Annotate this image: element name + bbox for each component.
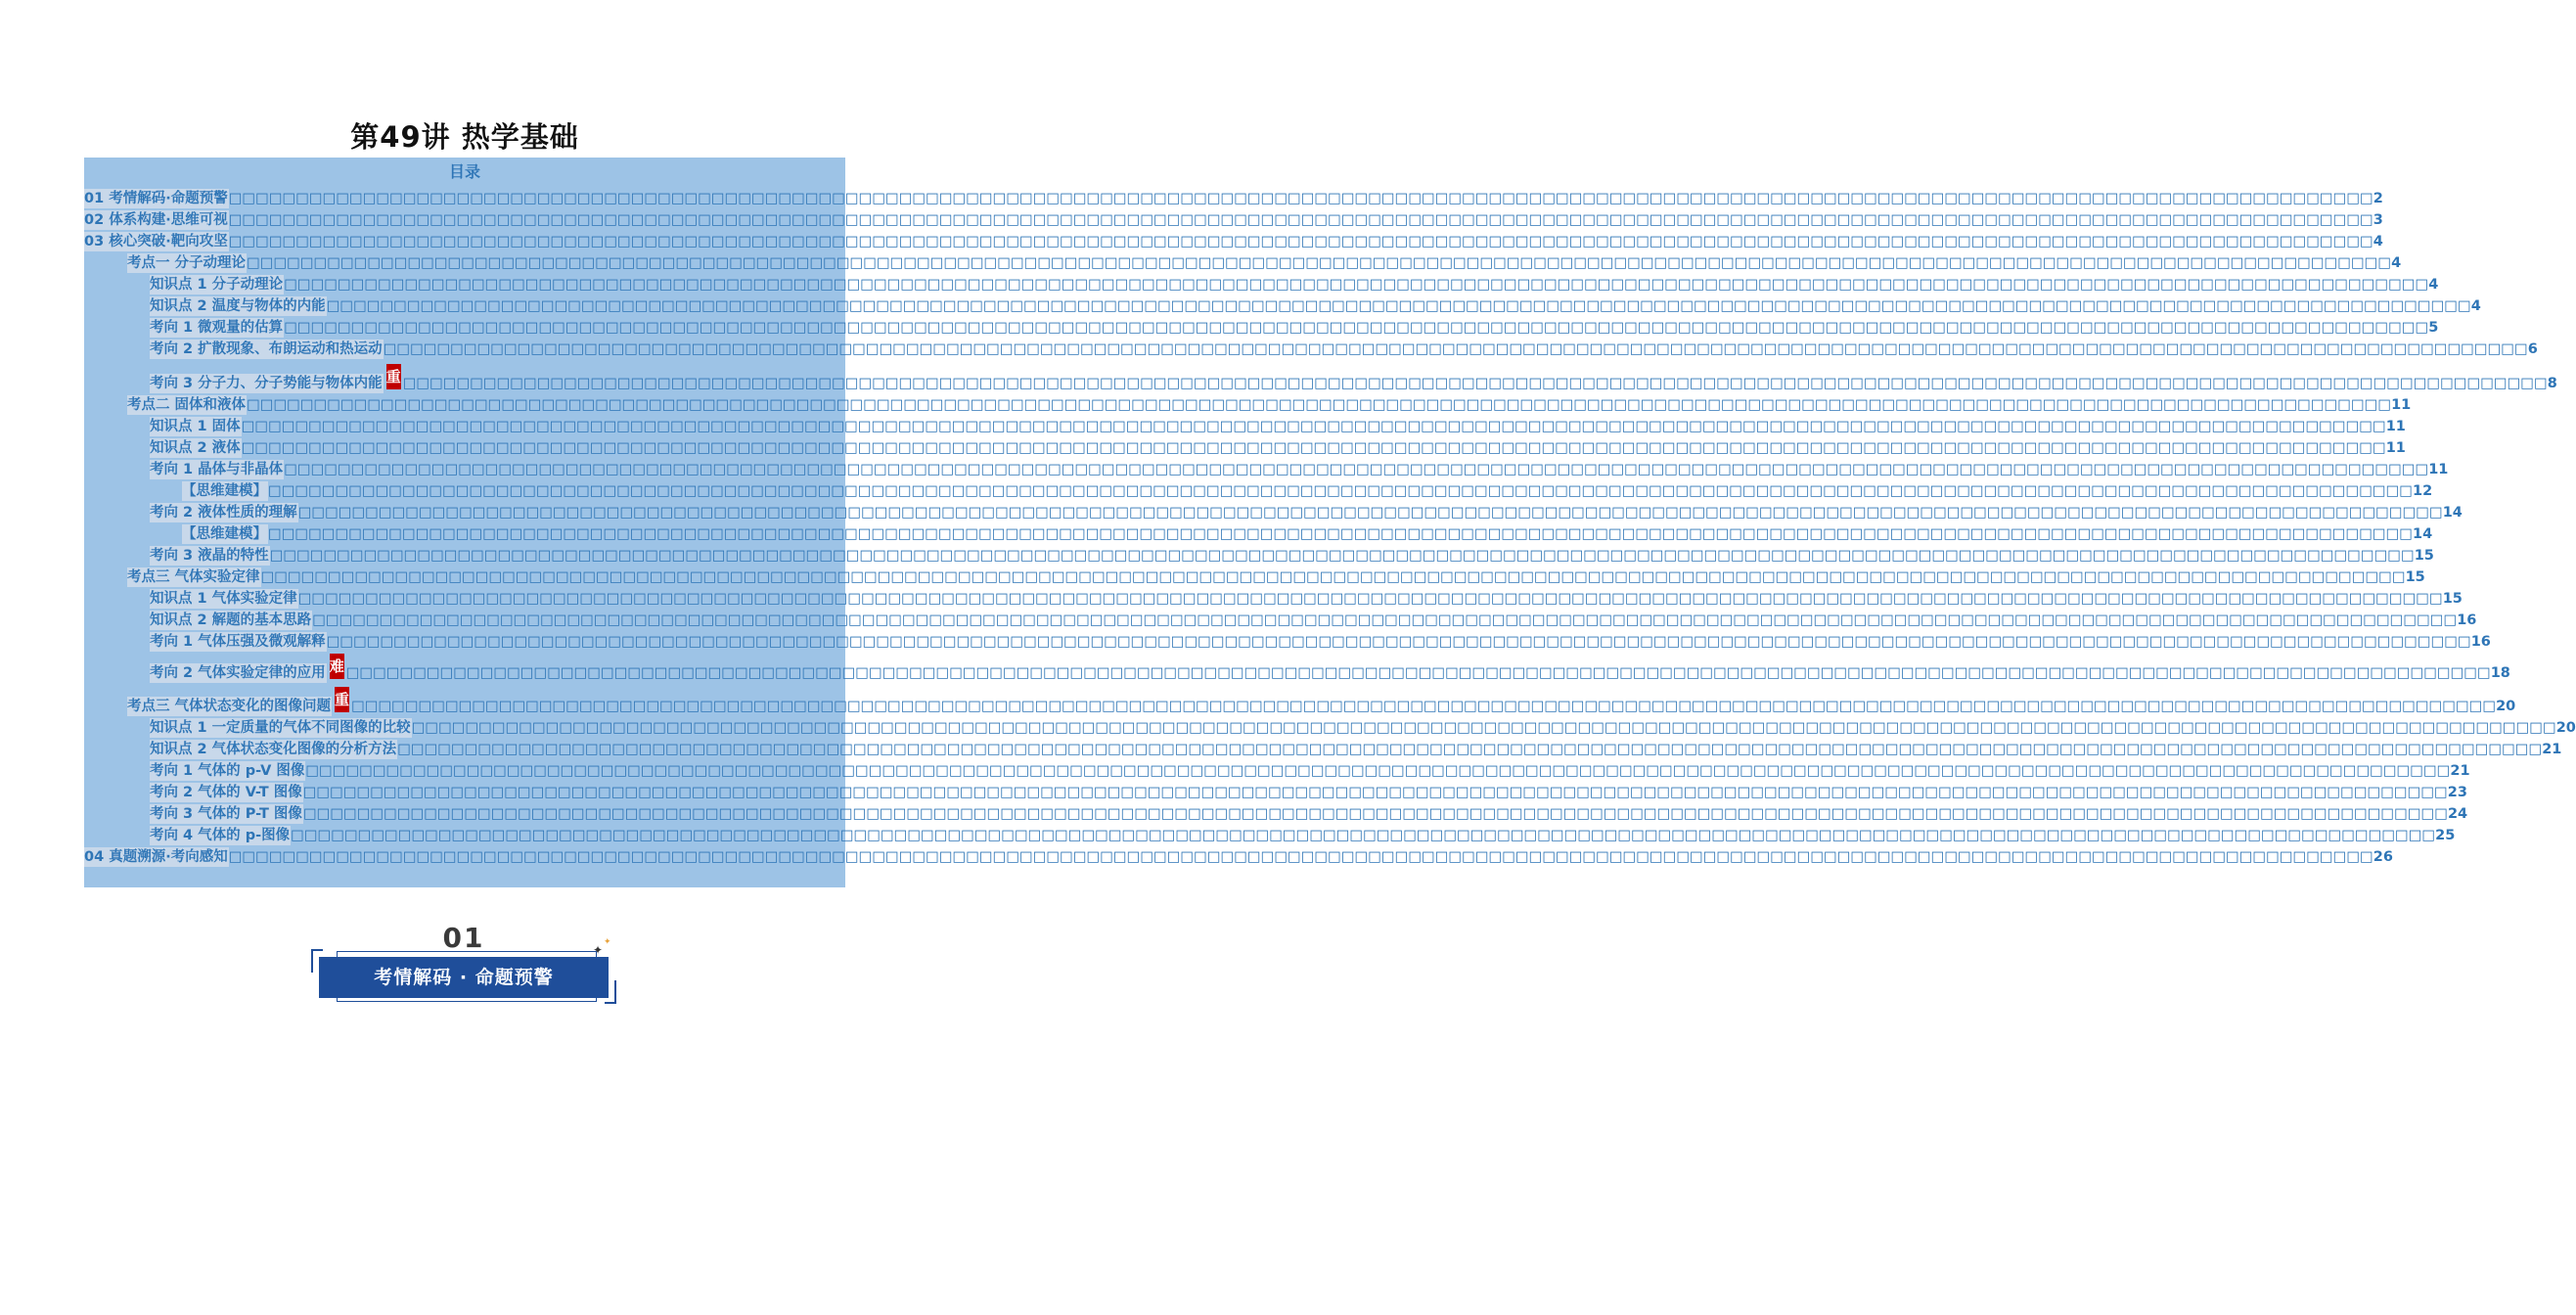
toc-entry-leader: □□□□□□□□□□□□□□□□□□□□□□□□□□□□□□□□□□□□□□□□□□□□□□□□□□□□□□□□□□□□□□□□□□□□□□□□□□□□□□□□□□□□□□□□□□□□□□□□□□□□□□□□□□□□□□□□□□□□□□□□□□□□□□□□□□□□□□□□□□□□□□□□□□□□□□□□□□□□□□□□ <box>269 548 2415 564</box>
toc-entry[interactable] <box>84 522 2433 544</box>
sparkle-small-icon: ✦ <box>604 937 611 947</box>
toc-entry-label: 考向 2 液体性质的理解 <box>150 505 297 521</box>
toc-entry[interactable] <box>84 368 2557 393</box>
toc-entry-page: 20 <box>2555 720 2576 736</box>
toc-entry-label: 03 核心突破·靶向攻坚 <box>84 234 228 249</box>
toc-entry-label: 知识点 1 分子动理论 <box>150 277 284 293</box>
toc-entry-page: 16 <box>2457 612 2477 628</box>
toc-entry-leader: □□□□□□□□□□□□□□□□□□□□□□□□□□□□□□□□□□□□□□□□□□□□□□□□□□□□□□□□□□□□□□□□□□□□□□□□□□□□□□□□□□□□□□□□□□□□□□□□□□□□□□□□□□□□□□□□□□□□□□□□□□□□□□□□□□□□□□□□□□□□□□□□□□□□□□□□□□□□□□□□ <box>228 212 2373 228</box>
toc-entry[interactable] <box>84 716 2576 738</box>
toc-entry-leader: □□□□□□□□□□□□□□□□□□□□□□□□□□□□□□□□□□□□□□□□□□□□□□□□□□□□□□□□□□□□□□□□□□□□□□□□□□□□□□□□□□□□□□□□□□□□□□□□□□□□□□□□□□□□□□□□□□□□□□□□□□□□□□□□□□□□□□□□□□□□□□□□□□□□□□□□□□□□□□□□ <box>284 320 2429 336</box>
toc-entry[interactable] <box>84 544 2434 566</box>
toc-entry-label: 考向 2 气体实验定律的应用 <box>150 665 326 681</box>
toc-entry[interactable] <box>84 295 2481 316</box>
toc-entry-label: 04 真题溯源·考向感知 <box>84 849 228 865</box>
toc-entry-page: 2 <box>2373 191 2383 206</box>
toc-entry[interactable] <box>84 781 2467 802</box>
toc-entry-leader: □□□□□□□□□□□□□□□□□□□□□□□□□□□□□□□□□□□□□□□□□□□□□□□□□□□□□□□□□□□□□□□□□□□□□□□□□□□□□□□□□□□□□□□□□□□□□□□□□□□□□□□□□□□□□□□□□□□□□□□□□□□□□□□□□□□□□□□□□□□□□□□□□□□□□□□□□□□□□□□□ <box>268 526 2413 542</box>
toc-entry-label: 01 考情解码·命题预警 <box>84 191 228 206</box>
toc-entry-label: 考向 3 分子力、分子势能与物体内能 <box>150 376 383 391</box>
toc-entry-page: 11 <box>2428 462 2449 477</box>
toc-entry-leader: □□□□□□□□□□□□□□□□□□□□□□□□□□□□□□□□□□□□□□□□□□□□□□□□□□□□□□□□□□□□□□□□□□□□□□□□□□□□□□□□□□□□□□□□□□□□□□□□□□□□□□□□□□□□□□□□□□□□□□□□□□□□□□□□□□□□□□□□□□□□□□□□□□□□□□□□□□□□□□□□ <box>345 665 2491 681</box>
toc-entry-leader: □□□□□□□□□□□□□□□□□□□□□□□□□□□□□□□□□□□□□□□□□□□□□□□□□□□□□□□□□□□□□□□□□□□□□□□□□□□□□□□□□□□□□□□□□□□□□□□□□□□□□□□□□□□□□□□□□□□□□□□□□□□□□□□□□□□□□□□□□□□□□□□□□□□□□□□□□□□□□□□□ <box>305 763 2451 779</box>
toc-entry-label: 考向 2 气体的 V-T 图像 <box>150 785 302 800</box>
toc-entry-label: 考点三 气体状态变化的图像问题 <box>127 699 332 714</box>
toc-entry-leader: □□□□□□□□□□□□□□□□□□□□□□□□□□□□□□□□□□□□□□□□□□□□□□□□□□□□□□□□□□□□□□□□□□□□□□□□□□□□□□□□□□□□□□□□□□□□□□□□□□□□□□□□□□□□□□□□□□□□□□□□□□□□□□□□□□□□□□□□□□□□□□□□□□□□□□□□□□□□□□□□ <box>326 298 2471 314</box>
toc-entry[interactable] <box>84 458 2449 479</box>
toc-entry-page: 12 <box>2413 483 2433 499</box>
toc-entry-leader: □□□□□□□□□□□□□□□□□□□□□□□□□□□□□□□□□□□□□□□□□□□□□□□□□□□□□□□□□□□□□□□□□□□□□□□□□□□□□□□□□□□□□□□□□□□□□□□□□□□□□□□□□□□□□□□□□□□□□□□□□□□□□□□□□□□□□□□□□□□□□□□□□□□□□□□□□□□□□□□□ <box>247 397 2392 413</box>
section-header <box>311 920 616 1008</box>
document-title: 第49讲 热学基础 <box>350 120 579 154</box>
toc-entry-label: 考向 1 气体压强及微观解释 <box>150 634 326 650</box>
toc-entry[interactable] <box>84 338 2538 359</box>
toc-entry-leader: □□□□□□□□□□□□□□□□□□□□□□□□□□□□□□□□□□□□□□□□□□□□□□□□□□□□□□□□□□□□□□□□□□□□□□□□□□□□□□□□□□□□□□□□□□□□□□□□□□□□□□□□□□□□□□□□□□□□□□□□□□□□□□□□□□□□□□□□□□□□□□□□□□□□□□□□□□□□□□□□ <box>397 742 2543 757</box>
toc-entry[interactable] <box>84 436 2406 458</box>
toc-entry-leader: □□□□□□□□□□□□□□□□□□□□□□□□□□□□□□□□□□□□□□□□□□□□□□□□□□□□□□□□□□□□□□□□□□□□□□□□□□□□□□□□□□□□□□□□□□□□□□□□□□□□□□□□□□□□□□□□□□□□□□□□□□□□□□□□□□□□□□□□□□□□□□□□□□□□□□□□□□□□□□□□ <box>291 828 2436 843</box>
toc-entry-label: 知识点 2 液体 <box>150 440 241 456</box>
toc-entry-leader: □□□□□□□□□□□□□□□□□□□□□□□□□□□□□□□□□□□□□□□□□□□□□□□□□□□□□□□□□□□□□□□□□□□□□□□□□□□□□□□□□□□□□□□□□□□□□□□□□□□□□□□□□□□□□□□□□□□□□□□□□□□□□□□□□□□□□□□□□□□□□□□□□□□□□□□□□□□□□□□□ <box>228 191 2373 206</box>
sparkle-icon: ✦ <box>593 943 604 957</box>
toc-entry-leader: □□□□□□□□□□□□□□□□□□□□□□□□□□□□□□□□□□□□□□□□□□□□□□□□□□□□□□□□□□□□□□□□□□□□□□□□□□□□□□□□□□□□□□□□□□□□□□□□□□□□□□□□□□□□□□□□□□□□□□□□□□□□□□□□□□□□□□□□□□□□□□□□□□□□□□□□□□□□□□□□ <box>326 634 2471 650</box>
toc-entry-page: 15 <box>2414 548 2434 564</box>
toc-entry[interactable] <box>84 479 2433 501</box>
toc-entry-badge: 难 <box>330 654 344 679</box>
toc-entry[interactable] <box>84 802 2468 824</box>
toc-entry-label: 考向 1 微观量的估算 <box>150 320 284 336</box>
toc-entry-page: 18 <box>2490 665 2510 681</box>
toc-entry-label: 考向 3 液晶的特性 <box>150 548 269 564</box>
toc-entry-label: 考向 1 晶体与非晶体 <box>150 462 284 477</box>
toc-entry-badge: 重 <box>335 687 349 712</box>
toc-entry-page: 8 <box>2547 376 2557 391</box>
toc-entry-leader: □□□□□□□□□□□□□□□□□□□□□□□□□□□□□□□□□□□□□□□□□□□□□□□□□□□□□□□□□□□□□□□□□□□□□□□□□□□□□□□□□□□□□□□□□□□□□□□□□□□□□□□□□□□□□□□□□□□□□□□□□□□□□□□□□□□□□□□□□□□□□□□□□□□□□□□□□□□□□□□□ <box>268 483 2413 499</box>
toc-entry[interactable] <box>84 609 2477 630</box>
toc-entry-leader: □□□□□□□□□□□□□□□□□□□□□□□□□□□□□□□□□□□□□□□□□□□□□□□□□□□□□□□□□□□□□□□□□□□□□□□□□□□□□□□□□□□□□□□□□□□□□□□□□□□□□□□□□□□□□□□□□□□□□□□□□□□□□□□□□□□□□□□□□□□□□□□□□□□□□□□□□□□□□□□□ <box>228 234 2373 249</box>
toc-entry[interactable] <box>84 587 2463 609</box>
toc-entry-label: 考点一 分子动理论 <box>127 255 247 271</box>
toc-entry-page: 4 <box>2391 255 2402 271</box>
toc-entry-label: 考点二 固体和液体 <box>127 397 247 413</box>
toc-entry[interactable] <box>84 415 2406 436</box>
toc-entry-label: 知识点 2 气体状态变化图像的分析方法 <box>150 742 397 757</box>
toc-entry-label: 知识点 1 固体 <box>150 419 241 434</box>
toc-entry[interactable] <box>84 759 2470 781</box>
toc-entry-leader: □□□□□□□□□□□□□□□□□□□□□□□□□□□□□□□□□□□□□□□□□□□□□□□□□□□□□□□□□□□□□□□□□□□□□□□□□□□□□□□□□□□□□□□□□□□□□□□□□□□□□□□□□□□□□□□□□□□□□□□□□□□□□□□□□□□□□□□□□□□□□□□□□□□□□□□□□□□□□□□□ <box>312 612 2458 628</box>
toc-entry[interactable] <box>84 658 2510 683</box>
toc-entry-page: 15 <box>2442 591 2463 607</box>
toc-entry-label: 02 体系构建·思维可视 <box>84 212 228 228</box>
section-number: 01 <box>442 922 485 954</box>
toc-entry-page: 4 <box>2373 234 2383 249</box>
toc-entry-leader: □□□□□□□□□□□□□□□□□□□□□□□□□□□□□□□□□□□□□□□□□□□□□□□□□□□□□□□□□□□□□□□□□□□□□□□□□□□□□□□□□□□□□□□□□□□□□□□□□□□□□□□□□□□□□□□□□□□□□□□□□□□□□□□□□□□□□□□□□□□□□□□□□□□□□□□□□□□□□□□□ <box>402 376 2548 391</box>
section-banner: 考情解码 · 命题预警 <box>319 957 609 998</box>
toc-entry-label: 考向 4 气体的 p-图像 <box>150 828 291 843</box>
toc-entry-leader: □□□□□□□□□□□□□□□□□□□□□□□□□□□□□□□□□□□□□□□□□□□□□□□□□□□□□□□□□□□□□□□□□□□□□□□□□□□□□□□□□□□□□□□□□□□□□□□□□□□□□□□□□□□□□□□□□□□□□□□□□□□□□□□□□□□□□□□□□□□□□□□□□□□□□□□□□□□□□□□□ <box>241 440 2386 456</box>
toc-entry-leader: □□□□□□□□□□□□□□□□□□□□□□□□□□□□□□□□□□□□□□□□□□□□□□□□□□□□□□□□□□□□□□□□□□□□□□□□□□□□□□□□□□□□□□□□□□□□□□□□□□□□□□□□□□□□□□□□□□□□□□□□□□□□□□□□□□□□□□□□□□□□□□□□□□□□□□□□□□□□□□□□ <box>284 277 2429 293</box>
toc-entry-page: 11 <box>2385 419 2406 434</box>
toc-entry-page: 24 <box>2447 806 2468 822</box>
toc-entry-label: 考向 3 气体的 P-T 图像 <box>150 806 302 822</box>
toc-entry[interactable] <box>84 208 2383 230</box>
toc-entry-page: 20 <box>2496 699 2516 714</box>
toc-entry[interactable] <box>84 691 2516 716</box>
toc-entry-page: 4 <box>2428 277 2439 293</box>
toc-entry-badge: 重 <box>386 364 401 389</box>
toc-entry-page: 3 <box>2373 212 2383 228</box>
toc-heading: 目录 <box>448 162 480 181</box>
toc-entry[interactable] <box>84 316 2439 338</box>
toc-entry-leader: □□□□□□□□□□□□□□□□□□□□□□□□□□□□□□□□□□□□□□□□□□□□□□□□□□□□□□□□□□□□□□□□□□□□□□□□□□□□□□□□□□□□□□□□□□□□□□□□□□□□□□□□□□□□□□□□□□□□□□□□□□□□□□□□□□□□□□□□□□□□□□□□□□□□□□□□□□□□□□□□ <box>260 569 2406 585</box>
toc-entry[interactable] <box>84 251 2402 273</box>
toc-entry-leader: □□□□□□□□□□□□□□□□□□□□□□□□□□□□□□□□□□□□□□□□□□□□□□□□□□□□□□□□□□□□□□□□□□□□□□□□□□□□□□□□□□□□□□□□□□□□□□□□□□□□□□□□□□□□□□□□□□□□□□□□□□□□□□□□□□□□□□□□□□□□□□□□□□□□□□□□□□□□□□□□ <box>247 255 2392 271</box>
toc-entry-label: 考点三 气体实验定律 <box>127 569 260 585</box>
toc-entry-label: 【思维建模】 <box>182 526 267 542</box>
toc-entry-label: 知识点 1 一定质量的气体不同图像的比较 <box>150 720 411 736</box>
toc-entry-leader: □□□□□□□□□□□□□□□□□□□□□□□□□□□□□□□□□□□□□□□□□□□□□□□□□□□□□□□□□□□□□□□□□□□□□□□□□□□□□□□□□□□□□□□□□□□□□□□□□□□□□□□□□□□□□□□□□□□□□□□□□□□□□□□□□□□□□□□□□□□□□□□□□□□□□□□□□□□□□□□□ <box>241 419 2386 434</box>
toc-entry-label: 考向 2 扩散现象、布朗运动和热运动 <box>150 341 383 357</box>
toc-entry-page: 14 <box>2442 505 2463 521</box>
toc-entry[interactable] <box>84 738 2562 759</box>
toc-entry-leader: □□□□□□□□□□□□□□□□□□□□□□□□□□□□□□□□□□□□□□□□□□□□□□□□□□□□□□□□□□□□□□□□□□□□□□□□□□□□□□□□□□□□□□□□□□□□□□□□□□□□□□□□□□□□□□□□□□□□□□□□□□□□□□□□□□□□□□□□□□□□□□□□□□□□□□□□□□□□□□□□ <box>383 341 2528 357</box>
toc-entry[interactable] <box>84 393 2412 415</box>
toc-entry-page: 25 <box>2435 828 2456 843</box>
toc-entry-page: 16 <box>2470 634 2491 650</box>
toc-entry-label: 【思维建模】 <box>182 483 267 499</box>
toc-entry-page: 21 <box>2450 763 2470 779</box>
table-of-contents <box>84 158 2576 887</box>
toc-entry-page: 4 <box>2470 298 2481 314</box>
toc-entry-page: 11 <box>2385 440 2406 456</box>
toc-entry-leader: □□□□□□□□□□□□□□□□□□□□□□□□□□□□□□□□□□□□□□□□□□□□□□□□□□□□□□□□□□□□□□□□□□□□□□□□□□□□□□□□□□□□□□□□□□□□□□□□□□□□□□□□□□□□□□□□□□□□□□□□□□□□□□□□□□□□□□□□□□□□□□□□□□□□□□□□□□□□□□□□ <box>302 806 2448 822</box>
toc-entry-leader: □□□□□□□□□□□□□□□□□□□□□□□□□□□□□□□□□□□□□□□□□□□□□□□□□□□□□□□□□□□□□□□□□□□□□□□□□□□□□□□□□□□□□□□□□□□□□□□□□□□□□□□□□□□□□□□□□□□□□□□□□□□□□□□□□□□□□□□□□□□□□□□□□□□□□□□□□□□□□□□□ <box>302 785 2448 800</box>
toc-entry-page: 14 <box>2413 526 2433 542</box>
toc-entry-leader: □□□□□□□□□□□□□□□□□□□□□□□□□□□□□□□□□□□□□□□□□□□□□□□□□□□□□□□□□□□□□□□□□□□□□□□□□□□□□□□□□□□□□□□□□□□□□□□□□□□□□□□□□□□□□□□□□□□□□□□□□□□□□□□□□□□□□□□□□□□□□□□□□□□□□□□□□□□□□□□□ <box>351 699 2497 714</box>
toc-entry-leader: □□□□□□□□□□□□□□□□□□□□□□□□□□□□□□□□□□□□□□□□□□□□□□□□□□□□□□□□□□□□□□□□□□□□□□□□□□□□□□□□□□□□□□□□□□□□□□□□□□□□□□□□□□□□□□□□□□□□□□□□□□□□□□□□□□□□□□□□□□□□□□□□□□□□□□□□□□□□□□□□ <box>297 591 2443 607</box>
toc-entry-page: 21 <box>2542 742 2562 757</box>
toc-entry-label: 知识点 2 温度与物体的内能 <box>150 298 326 314</box>
toc-entry-label: 知识点 2 解题的基本思路 <box>150 612 312 628</box>
toc-entry[interactable] <box>84 187 2383 208</box>
toc-entry[interactable] <box>84 566 2425 587</box>
toc-entry-page: 11 <box>2391 397 2412 413</box>
toc-entry-page: 15 <box>2405 569 2425 585</box>
toc-entry[interactable] <box>84 230 2383 251</box>
toc-entry-page: 6 <box>2527 341 2538 357</box>
toc-entry[interactable] <box>84 273 2439 295</box>
toc-entry[interactable] <box>84 501 2463 522</box>
toc-entry-leader: □□□□□□□□□□□□□□□□□□□□□□□□□□□□□□□□□□□□□□□□□□□□□□□□□□□□□□□□□□□□□□□□□□□□□□□□□□□□□□□□□□□□□□□□□□□□□□□□□□□□□□□□□□□□□□□□□□□□□□□□□□□□□□□□□□□□□□□□□□□□□□□□□□□□□□□□□□□□□□□□ <box>284 462 2429 477</box>
toc-entry-leader: □□□□□□□□□□□□□□□□□□□□□□□□□□□□□□□□□□□□□□□□□□□□□□□□□□□□□□□□□□□□□□□□□□□□□□□□□□□□□□□□□□□□□□□□□□□□□□□□□□□□□□□□□□□□□□□□□□□□□□□□□□□□□□□□□□□□□□□□□□□□□□□□□□□□□□□□□□□□□□□□ <box>228 849 2373 865</box>
toc-entry[interactable] <box>84 845 2393 867</box>
toc-entry-page: 23 <box>2447 785 2467 800</box>
toc-entry-leader: □□□□□□□□□□□□□□□□□□□□□□□□□□□□□□□□□□□□□□□□□□□□□□□□□□□□□□□□□□□□□□□□□□□□□□□□□□□□□□□□□□□□□□□□□□□□□□□□□□□□□□□□□□□□□□□□□□□□□□□□□□□□□□□□□□□□□□□□□□□□□□□□□□□□□□□□□□□□□□□□ <box>297 505 2443 521</box>
toc-entry[interactable] <box>84 630 2491 652</box>
toc-entry-page: 26 <box>2373 849 2393 865</box>
toc-entry-label: 考向 1 气体的 p-V 图像 <box>150 763 305 779</box>
toc-entry-page: 5 <box>2428 320 2439 336</box>
toc-entry-leader: □□□□□□□□□□□□□□□□□□□□□□□□□□□□□□□□□□□□□□□□□□□□□□□□□□□□□□□□□□□□□□□□□□□□□□□□□□□□□□□□□□□□□□□□□□□□□□□□□□□□□□□□□□□□□□□□□□□□□□□□□□□□□□□□□□□□□□□□□□□□□□□□□□□□□□□□□□□□□□□□ <box>411 720 2556 736</box>
toc-entry-label: 知识点 1 气体实验定律 <box>150 591 297 607</box>
toc-entry[interactable] <box>84 824 2456 845</box>
